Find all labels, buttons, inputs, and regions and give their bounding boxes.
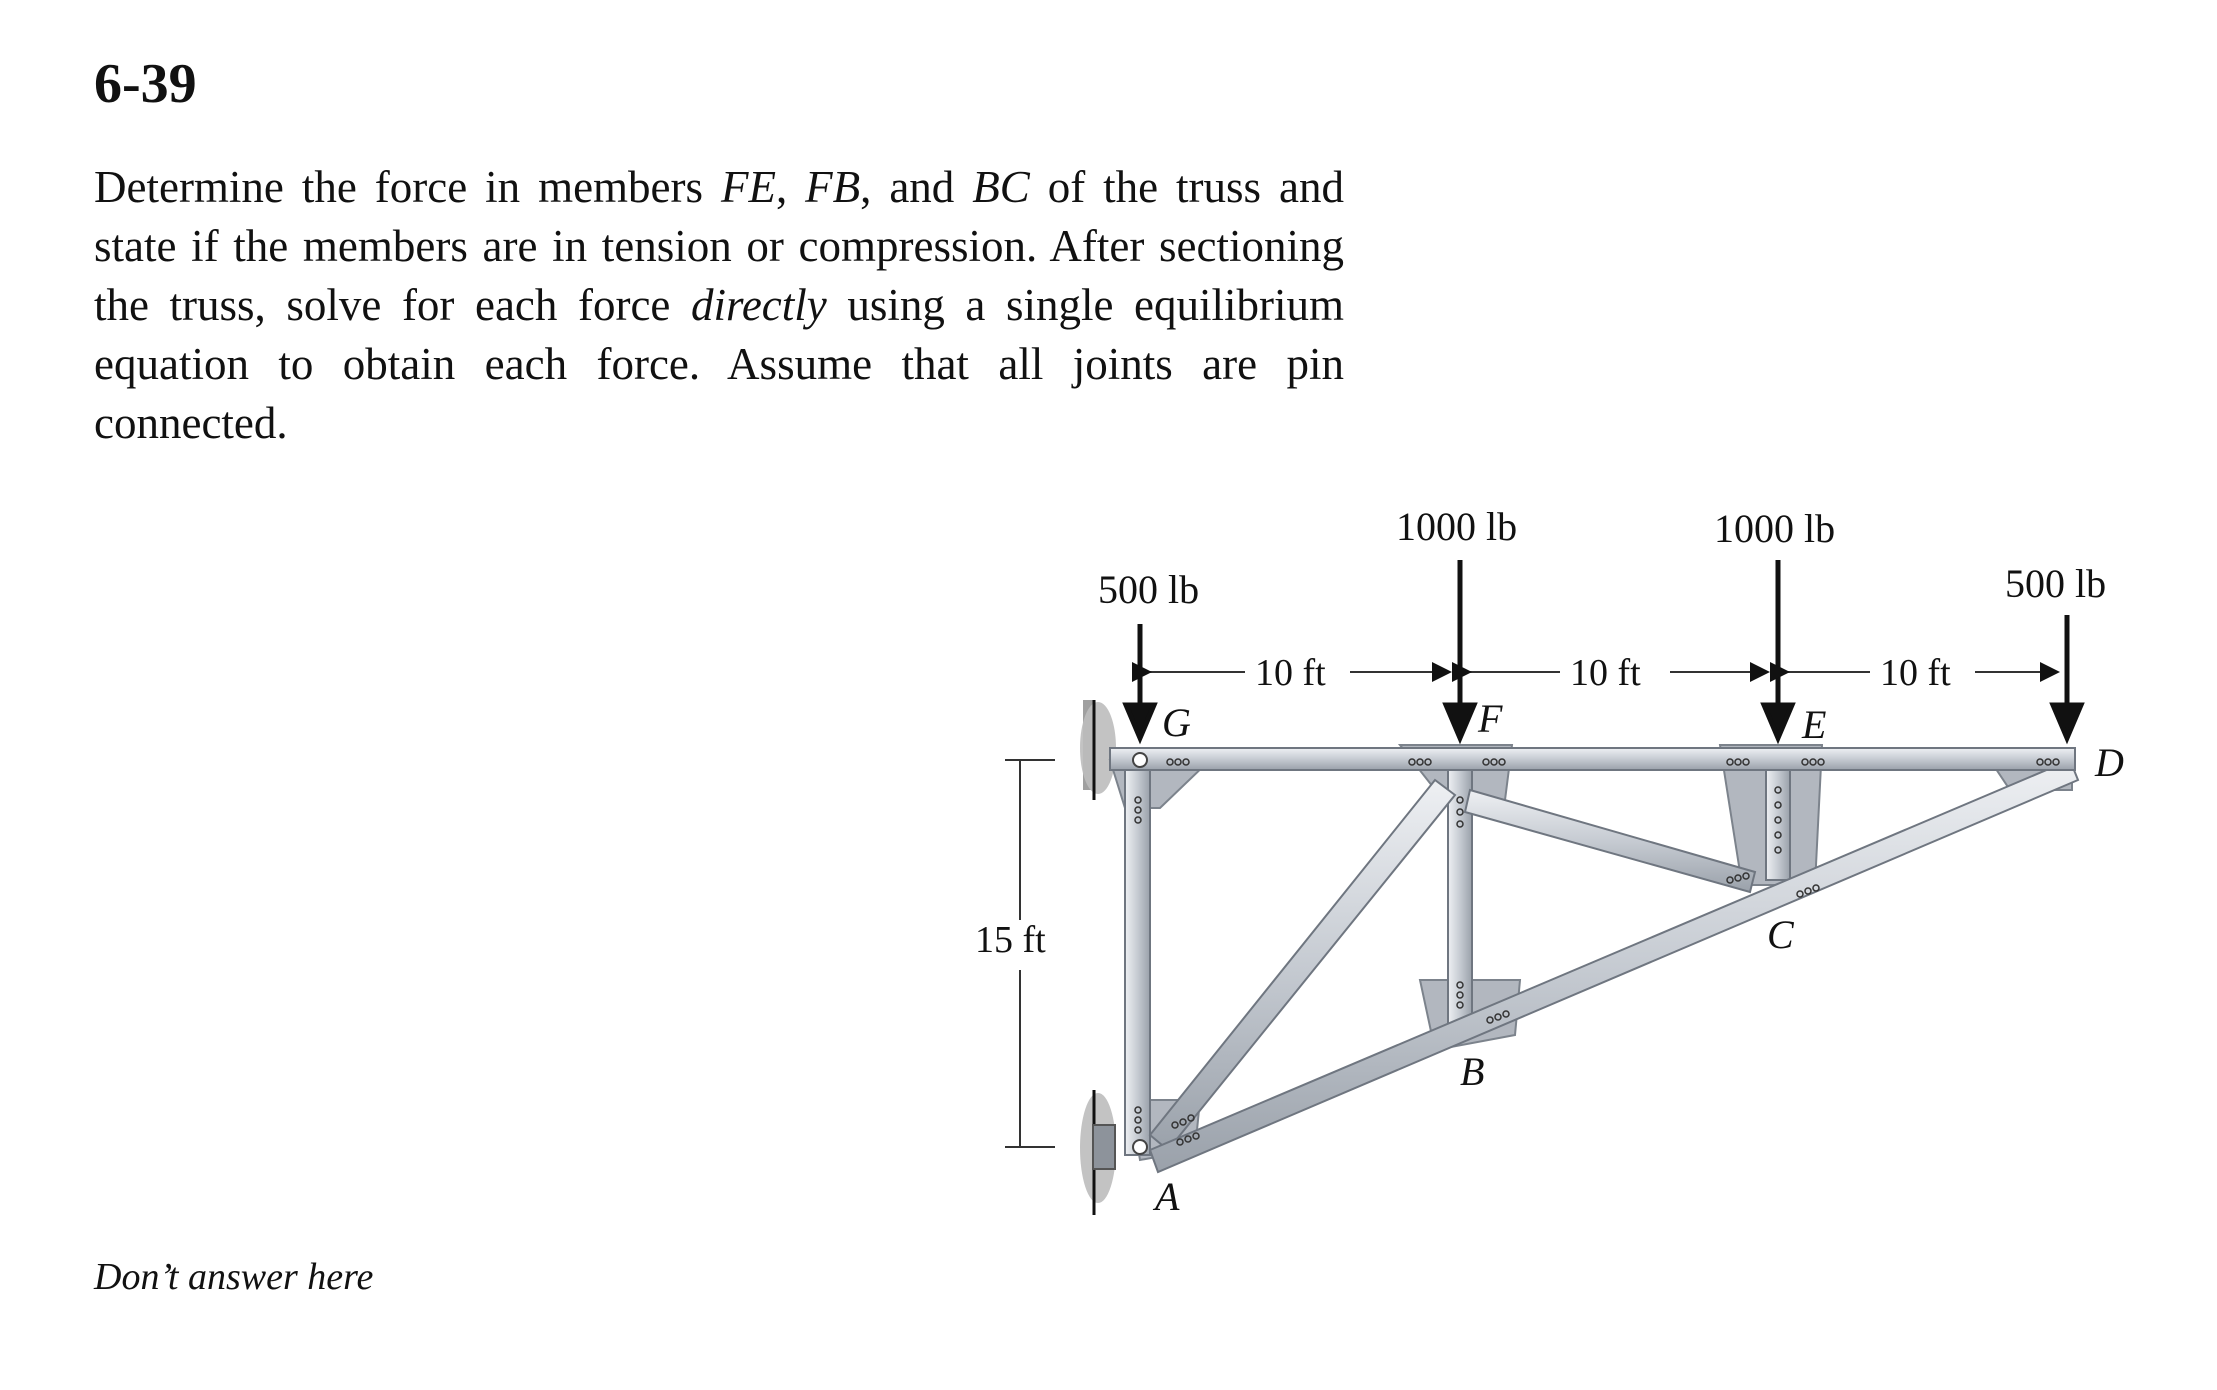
italic-term: FB [805,162,861,212]
load-label-e: 1000 lb [1714,506,1836,551]
statement-text: of the truss and state if the members are in tension or compression. After sectioning the truss, solve for each force [94,162,1344,330]
dim-label-span3: 10 ft [1880,652,1951,694]
joint-label-c: C [1767,912,1794,957]
italic-term: FE [720,162,776,212]
joint-label-e: E [1802,702,1827,747]
load-label-f: 1000 lb [1396,504,1518,549]
load-label-d: 500 lb [2005,561,2107,606]
pin-G [1133,753,1147,767]
joint-label-a: A [1155,1174,1180,1219]
truss-members [1125,760,2078,1172]
load-label-g: 500 lb [1098,567,1200,612]
dim-label-height: 15 ft [975,919,1046,961]
joint-label-d: D [2095,740,2124,785]
bolt-pattern [1135,759,2059,1145]
top-chord-GD [1110,748,2075,770]
joint-label-b: B [1460,1049,1485,1094]
statement-text: , and [860,162,973,212]
gusset-plates [1110,745,2072,1160]
dim-label-span1: 10 ft [1255,652,1326,694]
wall-support-bottom [1080,1090,1116,1215]
italic-term: directly [690,280,827,330]
joint-label-f: F [1478,696,1503,741]
pin-A [1133,1140,1147,1154]
answer-note: Don’t answer here [94,1256,374,1298]
member-GA [1125,760,1150,1155]
member-EC [1766,760,1790,880]
member-FC [1465,790,1755,892]
statement-text: , [775,162,806,212]
italic-term: BC [972,162,1030,212]
statement-text: using a single equilibrium equation to obtain each force. Assume that all joints are pin connected. [94,280,1344,448]
dim-label-span2: 10 ft [1570,652,1641,694]
load-arrows [1126,560,2081,738]
problem-number: 6-39 [94,53,197,115]
statement-text: Determine the force in members [94,162,721,212]
joint-label-g: G [1162,700,1191,745]
